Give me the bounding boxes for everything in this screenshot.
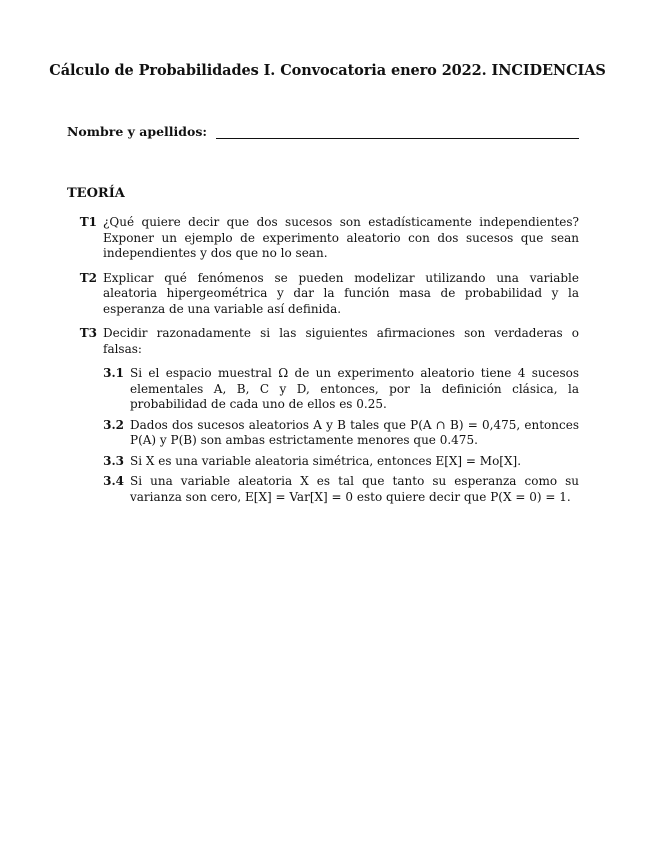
name-label: Nombre y apellidos: [67, 124, 208, 139]
section-heading: TEORÍA [67, 186, 125, 201]
question-text: Explicar qué fenómenos se pueden modelizar utilizando una variable aleatoria hipergeométrica y dar la función masa de probabilidad y la esperanza de una variable así definida. [103, 270, 579, 316]
question-list [67, 215, 579, 510]
question-item [67, 215, 579, 262]
statement-text: Dados dos sucesos aleatorios A y B tales que P(A ∩ B) = 0,475, entonces P(A) y P(B) son ambas estrictamente menores que 0.475. [130, 417, 579, 447]
question-item [67, 326, 579, 357]
statement-text: Si el espacio muestral Ω de un experimento aleatorio tiene 4 sucesos elementales A, B, C y D, entonces, por la definición clásica, la probabilidad de cada uno de ellos es 0.25. [130, 366, 579, 411]
statement-item [67, 366, 579, 413]
question-label: T2 [79, 270, 97, 285]
statement-item [67, 418, 579, 449]
statement-list [67, 366, 579, 505]
name-field-row [67, 124, 579, 139]
statement-label: 3.4 [103, 474, 124, 488]
question-item [67, 271, 579, 318]
statement-label: 3.2 [103, 417, 124, 432]
page-title: Cálculo de Probabilidades I. Convocatoria enero 2022. INCIDENCIAS [49, 62, 606, 79]
question-text: Decidir razonadamente si las siguientes afirmaciones son verdaderas o falsas: [103, 326, 579, 356]
name-blank-line[interactable] [216, 126, 579, 139]
statement-label: 3.1 [103, 366, 124, 380]
question-label: T3 [79, 326, 97, 340]
statement-label: 3.3 [103, 453, 124, 468]
question-label: T1 [79, 215, 97, 229]
statement-item [67, 454, 579, 470]
statement-text: Si X es una variable aleatoria simétrica, entonces E[X] = Mo[X]. [130, 453, 522, 468]
statement-item [67, 474, 579, 505]
question-text: ¿Qué quiere decir que dos sucesos son estadísticamente independientes? Exponer un ejemplo de experimento aleatorio con dos sucesos que sean independientes y dos que no lo sean. [103, 215, 579, 260]
statement-text: Si una variable aleatoria X es tal que tanto su esperanza como su varianza son cero, E[X] = Var[X] = 0 esto quiere decir que P(X = 0) = 1. [130, 474, 579, 504]
